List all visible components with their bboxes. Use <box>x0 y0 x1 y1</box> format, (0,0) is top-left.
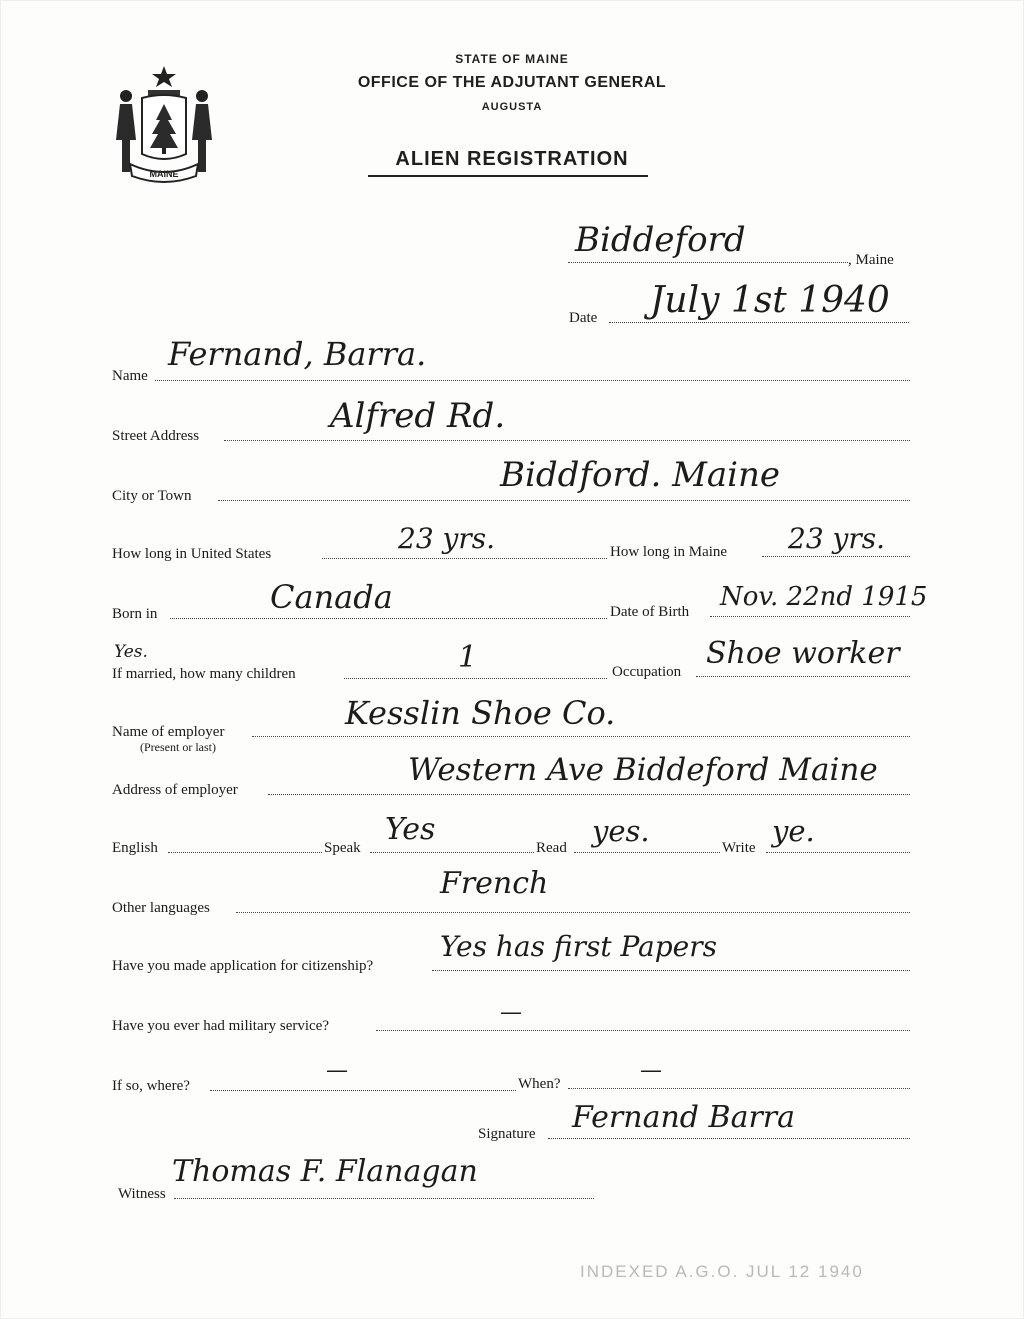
place-suffix: , Maine <box>848 252 894 268</box>
occupation-line <box>696 676 910 677</box>
received-stamp: INDEXED A.G.O. JUL 12 1940 <box>580 1262 864 1281</box>
when-value: — <box>640 1058 662 1083</box>
dob-line <box>710 616 910 617</box>
how-long-maine-label: How long in Maine <box>610 544 728 560</box>
speak-value: Yes <box>385 812 436 847</box>
witness-value: Thomas F. Flanagan <box>172 1154 478 1189</box>
employer-sublabel: (Present or last) <box>140 740 216 754</box>
date-label: Date <box>569 310 598 326</box>
office-heading: OFFICE OF THE ADJUTANT GENERAL <box>357 74 667 91</box>
street-label: Street Address <box>112 428 200 444</box>
signature-value: Fernand Barra <box>572 1100 796 1135</box>
place-line <box>568 262 848 263</box>
married-label: If married, how many children <box>112 666 296 682</box>
when-label: When? <box>518 1076 561 1092</box>
name-line <box>155 380 910 381</box>
read-value: yes. <box>592 814 650 848</box>
title-underline <box>368 175 648 177</box>
speak-line <box>370 852 534 853</box>
citizenship-line <box>432 970 910 971</box>
employer-address-label: Address of employer <box>112 782 238 798</box>
born-in-label: Born in <box>112 606 158 622</box>
how-long-us-value: 23 yrs. <box>398 522 496 555</box>
write-value: ye. <box>772 814 815 848</box>
signature-line <box>548 1138 910 1139</box>
place-value: Biddeford <box>575 220 746 260</box>
city-value: Biddford. Maine <box>500 455 781 495</box>
signature-label: Signature <box>478 1126 536 1142</box>
street-line <box>224 440 910 441</box>
how-long-us-line <box>322 558 607 559</box>
employer-address-line <box>268 794 910 795</box>
how-long-us-label: How long in United States <box>112 546 272 562</box>
witness-line <box>174 1198 594 1199</box>
military-line <box>376 1030 910 1031</box>
witness-label: Witness <box>118 1186 166 1202</box>
write-line <box>766 852 910 853</box>
dob-value: Nov. 22nd 1915 <box>720 582 928 612</box>
married-line <box>344 678 607 679</box>
occupation-label: Occupation <box>612 664 682 680</box>
when-line <box>568 1088 910 1089</box>
born-in-line <box>170 618 607 619</box>
name-value: Fernand, Barra. <box>168 335 427 373</box>
occupation-value: Shoe worker <box>706 636 900 671</box>
read-label: Read <box>536 840 567 856</box>
english-label: English <box>112 840 158 856</box>
city-line <box>218 500 910 501</box>
date-value: July 1st 1940 <box>650 280 890 321</box>
speak-label: Speak <box>324 840 361 856</box>
how-long-maine-line <box>762 556 910 557</box>
citizenship-label: Have you made application for citizenship? <box>112 958 374 974</box>
city-label: City or Town <box>112 488 192 504</box>
name-label: Name <box>112 368 148 384</box>
state-heading: STATE OF MAINE <box>455 52 569 66</box>
military-value: — <box>500 1000 522 1025</box>
married-annotation: Yes. <box>114 642 148 662</box>
children-value: 1 <box>458 640 478 675</box>
military-label: Have you ever had military service? <box>112 1018 329 1034</box>
city-heading: AUGUSTA <box>481 101 543 113</box>
employer-label: Name of employer <box>112 724 225 740</box>
employer-address-value: Western Ave Biddeford Maine <box>408 752 878 788</box>
read-line <box>574 852 720 853</box>
citizenship-value: Yes has first Papers <box>440 930 717 963</box>
how-long-maine-value: 23 yrs. <box>788 522 886 555</box>
other-languages-label: Other languages <box>112 900 210 916</box>
where-value: — <box>326 1058 348 1083</box>
where-line <box>210 1090 516 1091</box>
seal-text: MAINE <box>149 169 179 179</box>
write-label: Write <box>722 840 756 856</box>
born-in-value: Canada <box>270 578 393 616</box>
employer-line <box>252 736 910 737</box>
dob-label: Date of Birth <box>610 604 690 620</box>
english-line <box>168 852 322 853</box>
employer-value: Kesslin Shoe Co. <box>345 694 616 732</box>
where-label: If so, where? <box>112 1078 190 1094</box>
form-title: ALIEN REGISTRATION <box>395 148 629 170</box>
other-languages-value: French <box>440 866 549 901</box>
other-languages-line <box>236 912 910 913</box>
street-value: Alfred Rd. <box>330 396 506 436</box>
date-line <box>609 322 909 323</box>
